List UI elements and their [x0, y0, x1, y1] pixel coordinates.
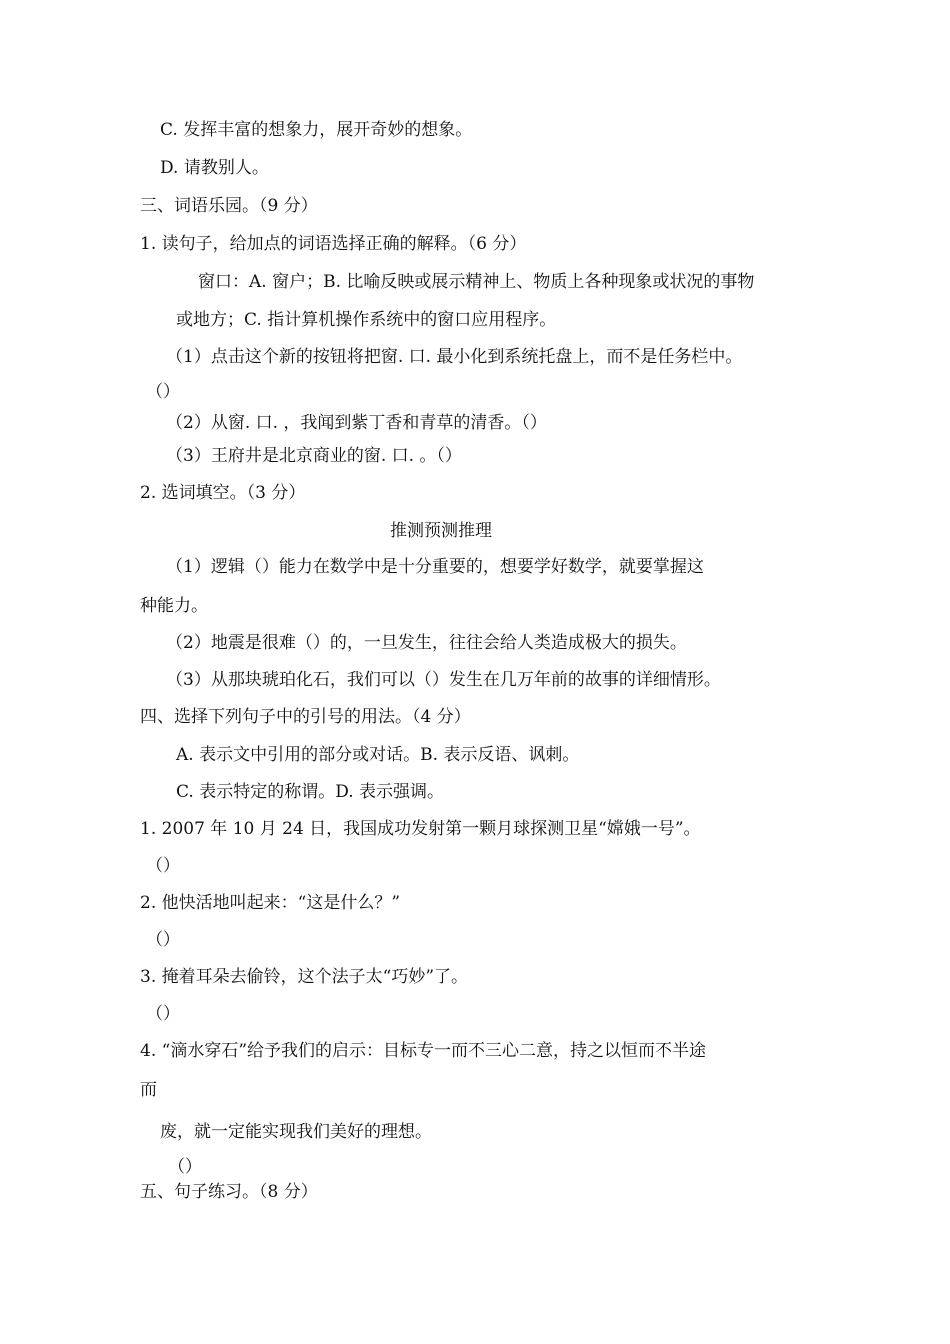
quote-question-2: 2. 他快活地叫起来：“这是什么？” [140, 893, 401, 913]
section-3-heading: 三、词语乐园。（9 分） [140, 196, 318, 216]
fill-3-2-1-cont: 种能力。 [140, 596, 208, 616]
fill-3-2-2: （2）地震是很难（）的，一旦发生，往往会给人类造成极大的损失。 [166, 633, 687, 653]
sentence-3-1-3: （3）王府井是北京商业的窗. 口. 。（） [166, 446, 462, 466]
quote-options-ab: A. 表示文中引用的部分或对话。B. 表示反语、讽刺。 [176, 745, 580, 765]
section-5-heading: 五、句子练习。（8 分） [140, 1182, 318, 1202]
sentence-3-1-1: （1）点击这个新的按钮将把窗. 口. 最小化到系统托盘上，而不是任务栏中。 [166, 347, 743, 367]
word-choices: 推测预测推理 [390, 521, 492, 541]
quote-question-1: 1. 2007 年 10 月 24 日，我国成功发射第一颗月球探测卫星“嫦娥一号”。 [140, 819, 701, 839]
answer-blank: （） [168, 1157, 202, 1177]
option-c: C. 发挥丰富的想象力，展开奇妙的想象。 [160, 120, 473, 140]
option-d: D. 请教别人。 [160, 158, 269, 178]
quote-question-4-cont: 而 [140, 1080, 157, 1100]
answer-blank: （） [146, 382, 180, 402]
question-3-2: 2. 选词填空。（3 分） [140, 483, 306, 503]
quote-options-cd: C. 表示特定的称谓。D. 表示强调。 [176, 782, 445, 802]
fill-3-2-3: （3）从那块琥珀化石，我们可以（）发生在几万年前的故事的详细情形。 [166, 670, 721, 690]
sentence-3-1-2: （2）从窗. 口. ，我闻到紫丁香和青草的清香。（） [166, 413, 547, 433]
answer-blank: （） [146, 930, 180, 950]
section-4-heading: 四、选择下列句子中的引号的用法。（4 分） [140, 707, 471, 727]
quote-question-3: 3. 掩着耳朵去偷铃，这个法子太“巧妙”了。 [140, 967, 469, 987]
definition-line-2: 或地方；C. 指计算机操作系统中的窗口应用程序。 [176, 310, 557, 330]
quote-question-4: 4. “滴水穿石”给予我们的启示：目标专一而不三心二意，持之以恒而不半途 [140, 1041, 707, 1061]
quote-question-4-cont-2: 废，就一定能实现我们美好的理想。 [160, 1122, 432, 1142]
question-3-1: 1. 读句子，给加点的词语选择正确的解释。（6 分） [140, 234, 527, 254]
fill-3-2-1: （1）逻辑（）能力在数学中是十分重要的，想要学好数学，就要掌握这 [166, 557, 704, 577]
answer-blank: （） [146, 1004, 180, 1024]
definition-line-1: 窗口：A. 窗户；B. 比喻反映或展示精神上、物质上各种现象或状况的事物 [198, 272, 755, 292]
answer-blank: （） [146, 856, 180, 876]
